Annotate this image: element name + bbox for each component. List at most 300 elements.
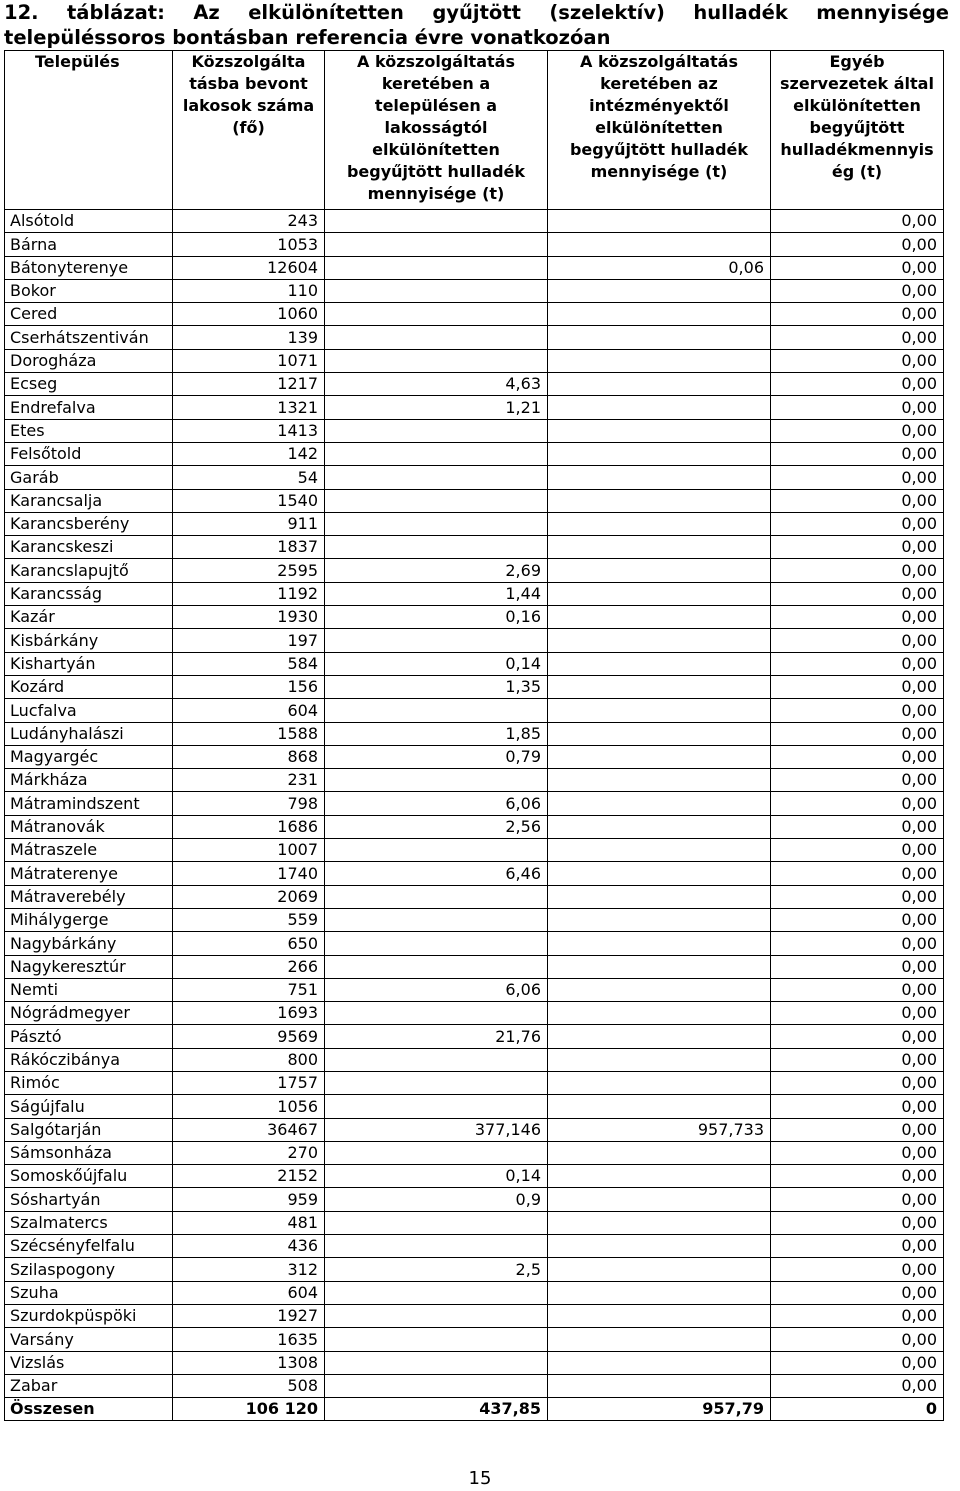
cell-lakossagi <box>325 419 548 442</box>
cell-lakosok: 1540 <box>173 489 325 512</box>
cell-egyeb: 0,00 <box>771 675 944 698</box>
table-row <box>5 1025 944 1048</box>
cell-lakosok: 1757 <box>173 1071 325 1094</box>
cell-intezmenyi <box>548 1304 771 1327</box>
cell-lakosok: 911 <box>173 512 325 535</box>
cell-lakosok: 1837 <box>173 536 325 559</box>
cell-lakosok: 559 <box>173 908 325 931</box>
cell-intezmenyi <box>548 839 771 862</box>
total-cell-egyeb: 0 <box>771 1398 944 1421</box>
cell-telepules: Szuha <box>5 1281 173 1304</box>
cell-telepules: Ságújfalu <box>5 1095 173 1118</box>
cell-intezmenyi <box>548 1188 771 1211</box>
cell-lakossagi: 1,21 <box>325 396 548 419</box>
table-row <box>5 396 944 419</box>
table-row <box>5 1351 944 1374</box>
cell-lakosok: 868 <box>173 745 325 768</box>
cell-telepules: Salgótarján <box>5 1118 173 1141</box>
cell-egyeb: 0,00 <box>771 559 944 582</box>
cell-egyeb: 0,00 <box>771 699 944 722</box>
table-row <box>5 1281 944 1304</box>
cell-telepules: Vizslás <box>5 1351 173 1374</box>
cell-intezmenyi <box>548 559 771 582</box>
cell-intezmenyi <box>548 722 771 745</box>
cell-lakossagi: 2,5 <box>325 1258 548 1281</box>
cell-lakossagi: 21,76 <box>325 1025 548 1048</box>
cell-egyeb: 0,00 <box>771 442 944 465</box>
cell-egyeb: 0,00 <box>771 1258 944 1281</box>
cell-lakossagi <box>325 442 548 465</box>
cell-lakosok: 1930 <box>173 606 325 629</box>
cell-intezmenyi <box>548 792 771 815</box>
cell-lakossagi <box>325 839 548 862</box>
cell-lakossagi <box>325 1002 548 1025</box>
cell-intezmenyi <box>548 279 771 302</box>
cell-telepules: Felsőtold <box>5 442 173 465</box>
cell-lakosok: 1192 <box>173 582 325 605</box>
cell-egyeb: 0,00 <box>771 512 944 535</box>
cell-intezmenyi <box>548 489 771 512</box>
table-header-row <box>5 51 944 210</box>
cell-intezmenyi <box>548 233 771 256</box>
cell-egyeb: 0,00 <box>771 279 944 302</box>
cell-telepules: Kisbárkány <box>5 629 173 652</box>
cell-telepules: Bárna <box>5 233 173 256</box>
cell-egyeb: 0,00 <box>771 256 944 279</box>
cell-intezmenyi <box>548 675 771 698</box>
cell-lakosok: 1686 <box>173 815 325 838</box>
table-row <box>5 1002 944 1025</box>
cell-telepules: Nógrádmegyer <box>5 1002 173 1025</box>
cell-lakosok: 1635 <box>173 1328 325 1351</box>
cell-lakossagi: 0,79 <box>325 745 548 768</box>
cell-lakosok: 1927 <box>173 1304 325 1327</box>
cell-lakosok: 110 <box>173 279 325 302</box>
cell-intezmenyi <box>548 1328 771 1351</box>
cell-telepules: Ecseg <box>5 373 173 396</box>
cell-lakossagi <box>325 1048 548 1071</box>
cell-lakossagi: 0,14 <box>325 652 548 675</box>
cell-lakossagi: 4,63 <box>325 373 548 396</box>
cell-egyeb: 0,00 <box>771 885 944 908</box>
cell-intezmenyi <box>548 349 771 372</box>
cell-egyeb: 0,00 <box>771 1304 944 1327</box>
cell-egyeb: 0,00 <box>771 349 944 372</box>
cell-telepules: Somoskőújfalu <box>5 1165 173 1188</box>
cell-egyeb: 0,00 <box>771 1002 944 1025</box>
cell-lakossagi <box>325 303 548 326</box>
table-row <box>5 675 944 698</box>
cell-lakosok: 266 <box>173 955 325 978</box>
cell-lakosok: 1740 <box>173 862 325 885</box>
cell-telepules: Magyargéc <box>5 745 173 768</box>
cell-telepules: Szilaspogony <box>5 1258 173 1281</box>
cell-lakosok: 1308 <box>173 1351 325 1374</box>
cell-intezmenyi <box>548 955 771 978</box>
table-row <box>5 1141 944 1164</box>
cell-intezmenyi <box>548 1258 771 1281</box>
cell-egyeb: 0,00 <box>771 932 944 955</box>
table-row <box>5 559 944 582</box>
cell-lakosok: 1217 <box>173 373 325 396</box>
cell-egyeb: 0,00 <box>771 1374 944 1397</box>
table-row <box>5 582 944 605</box>
table-body <box>5 210 944 1421</box>
cell-telepules: Mátraterenye <box>5 862 173 885</box>
cell-lakosok: 1588 <box>173 722 325 745</box>
cell-intezmenyi: 957,733 <box>548 1118 771 1141</box>
cell-lakossagi <box>325 932 548 955</box>
cell-egyeb: 0,00 <box>771 792 944 815</box>
cell-intezmenyi <box>548 699 771 722</box>
cell-lakosok: 1071 <box>173 349 325 372</box>
cell-lakossagi <box>325 489 548 512</box>
cell-intezmenyi <box>548 512 771 535</box>
cell-intezmenyi <box>548 1141 771 1164</box>
cell-lakosok: 231 <box>173 769 325 792</box>
table-row <box>5 1235 944 1258</box>
table-row <box>5 1048 944 1071</box>
table-row <box>5 279 944 302</box>
cell-intezmenyi <box>548 1002 771 1025</box>
table-row <box>5 326 944 349</box>
cell-egyeb: 0,00 <box>771 1095 944 1118</box>
cell-telepules: Garáb <box>5 466 173 489</box>
table-row <box>5 839 944 862</box>
table-row <box>5 1165 944 1188</box>
cell-lakosok: 1056 <box>173 1095 325 1118</box>
cell-lakosok: 36467 <box>173 1118 325 1141</box>
cell-lakossagi <box>325 1374 548 1397</box>
cell-telepules: Kishartyán <box>5 652 173 675</box>
cell-lakossagi <box>325 233 548 256</box>
cell-egyeb: 0,00 <box>771 769 944 792</box>
cell-telepules: Rákóczibánya <box>5 1048 173 1071</box>
cell-intezmenyi <box>548 1048 771 1071</box>
cell-egyeb: 0,00 <box>771 978 944 1001</box>
cell-lakossagi <box>325 326 548 349</box>
cell-lakossagi: 0,16 <box>325 606 548 629</box>
cell-egyeb: 0,00 <box>771 233 944 256</box>
cell-lakossagi: 6,06 <box>325 792 548 815</box>
waste-table <box>4 50 944 1421</box>
cell-lakossagi <box>325 536 548 559</box>
table-row <box>5 1211 944 1234</box>
cell-egyeb: 0,00 <box>771 1188 944 1211</box>
cell-intezmenyi <box>548 582 771 605</box>
cell-lakossagi: 377,146 <box>325 1118 548 1141</box>
cell-intezmenyi <box>548 303 771 326</box>
cell-intezmenyi <box>548 536 771 559</box>
table-row <box>5 442 944 465</box>
cell-egyeb: 0,00 <box>771 373 944 396</box>
cell-lakosok: 798 <box>173 792 325 815</box>
cell-lakosok: 1413 <box>173 419 325 442</box>
cell-lakosok: 436 <box>173 1235 325 1258</box>
cell-lakosok: 243 <box>173 210 325 233</box>
cell-lakossagi <box>325 1071 548 1094</box>
table-row <box>5 1188 944 1211</box>
caption-line-1: 12. táblázat: Az elkülönítetten gyűjtött (szelektív) hulladék mennyisége <box>4 1 949 24</box>
cell-egyeb: 0,00 <box>771 1141 944 1164</box>
cell-telepules: Lucfalva <box>5 699 173 722</box>
table-row <box>5 652 944 675</box>
cell-lakossagi: 2,69 <box>325 559 548 582</box>
table-row <box>5 489 944 512</box>
table-row <box>5 722 944 745</box>
table-row <box>5 1258 944 1281</box>
table-row <box>5 745 944 768</box>
table-row <box>5 908 944 931</box>
cell-lakossagi: 0,9 <box>325 1188 548 1211</box>
table-row <box>5 885 944 908</box>
cell-intezmenyi <box>548 396 771 419</box>
cell-lakosok: 959 <box>173 1188 325 1211</box>
cell-intezmenyi <box>548 1165 771 1188</box>
table-row <box>5 1374 944 1397</box>
cell-telepules: Etes <box>5 419 173 442</box>
cell-lakossagi <box>325 769 548 792</box>
cell-lakossagi <box>325 955 548 978</box>
cell-egyeb: 0,00 <box>771 1351 944 1374</box>
cell-intezmenyi <box>548 629 771 652</box>
cell-egyeb: 0,00 <box>771 1211 944 1234</box>
cell-intezmenyi <box>548 210 771 233</box>
cell-telepules: Nagybárkány <box>5 932 173 955</box>
cell-egyeb: 0,00 <box>771 629 944 652</box>
cell-intezmenyi <box>548 1374 771 1397</box>
cell-intezmenyi <box>548 1211 771 1234</box>
cell-lakossagi: 2,56 <box>325 815 548 838</box>
cell-telepules: Bátonyterenye <box>5 256 173 279</box>
table-row <box>5 978 944 1001</box>
table-row <box>5 862 944 885</box>
cell-intezmenyi: 0,06 <box>548 256 771 279</box>
cell-telepules: Rimóc <box>5 1071 173 1094</box>
cell-egyeb: 0,00 <box>771 839 944 862</box>
cell-telepules: Kozárd <box>5 675 173 698</box>
cell-lakossagi <box>325 629 548 652</box>
total-cell-intezmenyi: 957,79 <box>548 1398 771 1421</box>
cell-telepules: Cserhátszentiván <box>5 326 173 349</box>
cell-egyeb: 0,00 <box>771 1071 944 1094</box>
cell-lakossagi <box>325 1235 548 1258</box>
cell-lakossagi: 6,06 <box>325 978 548 1001</box>
cell-lakosok: 197 <box>173 629 325 652</box>
cell-intezmenyi <box>548 419 771 442</box>
cell-telepules: Endrefalva <box>5 396 173 419</box>
cell-lakossagi <box>325 210 548 233</box>
table-row <box>5 792 944 815</box>
cell-lakosok: 12604 <box>173 256 325 279</box>
cell-lakosok: 270 <box>173 1141 325 1164</box>
cell-lakossagi: 1,44 <box>325 582 548 605</box>
cell-telepules: Nemti <box>5 978 173 1001</box>
cell-egyeb: 0,00 <box>771 1235 944 1258</box>
cell-egyeb: 0,00 <box>771 722 944 745</box>
cell-egyeb: 0,00 <box>771 1048 944 1071</box>
cell-telepules: Karancsberény <box>5 512 173 535</box>
table-row <box>5 466 944 489</box>
cell-egyeb: 0,00 <box>771 466 944 489</box>
cell-telepules: Nagykeresztúr <box>5 955 173 978</box>
table-row <box>5 419 944 442</box>
cell-lakossagi <box>325 256 548 279</box>
cell-telepules: Kazár <box>5 606 173 629</box>
cell-lakosok: 604 <box>173 699 325 722</box>
cell-lakosok: 156 <box>173 675 325 698</box>
table-row <box>5 512 944 535</box>
cell-intezmenyi <box>548 373 771 396</box>
cell-egyeb: 0,00 <box>771 419 944 442</box>
cell-lakosok: 2069 <box>173 885 325 908</box>
cell-intezmenyi <box>548 1351 771 1374</box>
table-row <box>5 955 944 978</box>
cell-egyeb: 0,00 <box>771 1328 944 1351</box>
cell-telepules: Mátramindszent <box>5 792 173 815</box>
cell-lakossagi: 0,14 <box>325 1165 548 1188</box>
table-row <box>5 1095 944 1118</box>
cell-telepules: Cered <box>5 303 173 326</box>
cell-telepules: Szurdokpüspöki <box>5 1304 173 1327</box>
cell-intezmenyi <box>548 652 771 675</box>
header-egyeb: Egyéb szervezetek által elkülönítetten begyűjtött hulladékmennyis ég (t) <box>771 51 944 210</box>
cell-telepules: Sóshartyán <box>5 1188 173 1211</box>
cell-lakossagi: 6,46 <box>325 862 548 885</box>
header-telepules: Település <box>5 51 173 210</box>
cell-intezmenyi <box>548 908 771 931</box>
table-row <box>5 210 944 233</box>
cell-lakossagi <box>325 1328 548 1351</box>
cell-lakossagi <box>325 908 548 931</box>
cell-lakosok: 481 <box>173 1211 325 1234</box>
cell-lakossagi <box>325 699 548 722</box>
total-cell-lakossagi: 437,85 <box>325 1398 548 1421</box>
cell-egyeb: 0,00 <box>771 955 944 978</box>
table-row <box>5 536 944 559</box>
cell-telepules: Karancsalja <box>5 489 173 512</box>
cell-egyeb: 0,00 <box>771 303 944 326</box>
cell-lakosok: 1007 <box>173 839 325 862</box>
cell-intezmenyi <box>548 1095 771 1118</box>
cell-egyeb: 0,00 <box>771 582 944 605</box>
cell-lakosok: 800 <box>173 1048 325 1071</box>
cell-telepules: Mátraverebély <box>5 885 173 908</box>
table-caption <box>4 0 949 50</box>
total-cell-lakosok: 106 120 <box>173 1398 325 1421</box>
cell-egyeb: 0,00 <box>771 536 944 559</box>
cell-lakosok: 9569 <box>173 1025 325 1048</box>
cell-lakosok: 1321 <box>173 396 325 419</box>
table-row <box>5 256 944 279</box>
table-row <box>5 1304 944 1327</box>
cell-telepules: Karancslapujtő <box>5 559 173 582</box>
cell-lakossagi <box>325 1351 548 1374</box>
cell-intezmenyi <box>548 326 771 349</box>
cell-egyeb: 0,00 <box>771 1118 944 1141</box>
cell-lakosok: 604 <box>173 1281 325 1304</box>
cell-egyeb: 0,00 <box>771 326 944 349</box>
cell-lakosok: 142 <box>173 442 325 465</box>
header-lakosok: Közszolgálta tásba bevont lakosok száma (fő) <box>173 51 325 210</box>
cell-egyeb: 0,00 <box>771 815 944 838</box>
table-row <box>5 932 944 955</box>
cell-telepules: Zabar <box>5 1374 173 1397</box>
table-row <box>5 769 944 792</box>
total-cell-telepules: Összesen <box>5 1398 173 1421</box>
table-row <box>5 373 944 396</box>
cell-egyeb: 0,00 <box>771 210 944 233</box>
cell-intezmenyi <box>548 978 771 1001</box>
cell-lakossagi <box>325 885 548 908</box>
cell-egyeb: 0,00 <box>771 1281 944 1304</box>
cell-intezmenyi <box>548 1025 771 1048</box>
cell-lakosok: 1053 <box>173 233 325 256</box>
cell-telepules: Karancskeszi <box>5 536 173 559</box>
header-lakossagi: A közszolgáltatás keretében a településen a lakosságtól elkülönítetten begyűjtött hulladék mennyisége (t) <box>325 51 548 210</box>
cell-intezmenyi <box>548 862 771 885</box>
table-row <box>5 815 944 838</box>
cell-telepules: Dorogháza <box>5 349 173 372</box>
cell-lakosok: 584 <box>173 652 325 675</box>
cell-telepules: Mátranovák <box>5 815 173 838</box>
cell-lakossagi <box>325 466 548 489</box>
cell-lakosok: 2152 <box>173 1165 325 1188</box>
cell-intezmenyi <box>548 745 771 768</box>
cell-egyeb: 0,00 <box>771 396 944 419</box>
cell-egyeb: 0,00 <box>771 1165 944 1188</box>
table-row <box>5 699 944 722</box>
table-row <box>5 349 944 372</box>
table-row <box>5 1071 944 1094</box>
cell-telepules: Karancsság <box>5 582 173 605</box>
cell-telepules: Bokor <box>5 279 173 302</box>
cell-intezmenyi <box>548 1071 771 1094</box>
cell-intezmenyi <box>548 606 771 629</box>
cell-lakossagi: 1,35 <box>325 675 548 698</box>
cell-telepules: Mátraszele <box>5 839 173 862</box>
cell-lakosok: 2595 <box>173 559 325 582</box>
cell-egyeb: 0,00 <box>771 606 944 629</box>
cell-lakosok: 312 <box>173 1258 325 1281</box>
cell-intezmenyi <box>548 466 771 489</box>
cell-lakossagi <box>325 1281 548 1304</box>
cell-lakossagi: 1,85 <box>325 722 548 745</box>
cell-telepules: Mihálygerge <box>5 908 173 931</box>
table-row <box>5 606 944 629</box>
page-number: 15 <box>468 1468 492 1489</box>
cell-telepules: Ludányhalászi <box>5 722 173 745</box>
cell-egyeb: 0,00 <box>771 1025 944 1048</box>
cell-egyeb: 0,00 <box>771 908 944 931</box>
cell-egyeb: 0,00 <box>771 862 944 885</box>
cell-lakosok: 508 <box>173 1374 325 1397</box>
cell-intezmenyi <box>548 442 771 465</box>
cell-intezmenyi <box>548 1281 771 1304</box>
cell-intezmenyi <box>548 932 771 955</box>
cell-intezmenyi <box>548 815 771 838</box>
cell-lakosok: 54 <box>173 466 325 489</box>
cell-lakosok: 650 <box>173 932 325 955</box>
cell-intezmenyi <box>548 769 771 792</box>
total-row <box>5 1398 944 1421</box>
cell-telepules: Szalmatercs <box>5 1211 173 1234</box>
caption-line-2: településsoros bontásban referencia évre vonatkozóan <box>4 26 611 49</box>
cell-lakossagi <box>325 1095 548 1118</box>
cell-egyeb: 0,00 <box>771 489 944 512</box>
table-row <box>5 1118 944 1141</box>
cell-egyeb: 0,00 <box>771 652 944 675</box>
